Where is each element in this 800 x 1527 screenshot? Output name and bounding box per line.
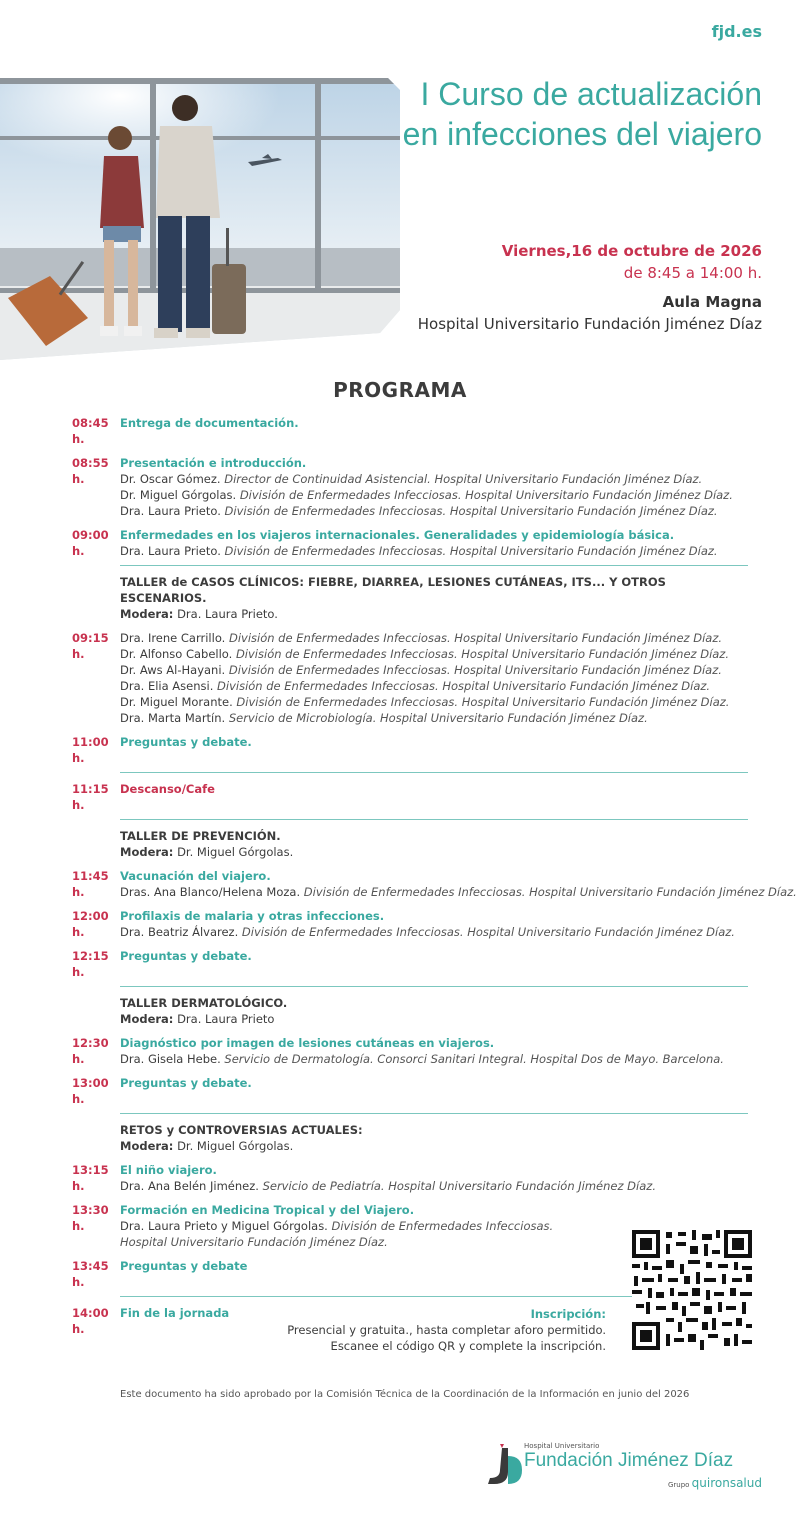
speaker-affiliation: División de Enfermedades Infecciosas. Hospital Universitario Fundación Jiménez Díaz. bbox=[236, 695, 730, 709]
speaker-affiliation: Servicio de Pediatría. Hospital Universitario Fundación Jiménez Díaz. bbox=[262, 1179, 656, 1193]
workshop-header bbox=[72, 828, 748, 860]
speaker-name: Dras. Ana Blanco/Helena Moza. bbox=[120, 885, 301, 899]
registration-info bbox=[287, 1306, 606, 1354]
program-list bbox=[72, 415, 797, 1337]
item-time: 13:00 h. bbox=[72, 1076, 109, 1106]
item-topic: Preguntas y debate. bbox=[120, 949, 252, 963]
moderator-name: Dra. Laura Prieto. bbox=[177, 607, 278, 621]
hospital-logo bbox=[482, 1440, 762, 1492]
moderator-name: Dra. Laura Prieto bbox=[177, 1012, 275, 1026]
speaker bbox=[120, 710, 748, 726]
logo-group-name: quironsalud bbox=[691, 1476, 762, 1490]
workshop-title: RETOS y CONTROVERSIAS ACTUALES: bbox=[120, 1123, 363, 1137]
speaker bbox=[120, 678, 748, 694]
item-time: 12:30 h. bbox=[72, 1036, 109, 1066]
event-time-line: de 8:45 a 14:00 h. bbox=[623, 264, 762, 282]
item-topic: Diagnóstico por imagen de lesiones cutáneas en viajeros. bbox=[120, 1036, 495, 1050]
item-time: 08:55 h. bbox=[72, 456, 109, 486]
moderator-label: Modera: bbox=[120, 1139, 174, 1153]
program-item bbox=[72, 630, 748, 726]
speaker bbox=[120, 662, 748, 678]
speaker bbox=[120, 694, 748, 710]
workshop-title: TALLER de CASOS CLÍNICOS: FIEBRE, DIARREA, LESIONES CUTÁNEAS, ITS... Y OTROS ESCENARIOS. bbox=[120, 575, 666, 605]
logo-name: Fundación Jiménez Díaz bbox=[524, 1450, 734, 1471]
fjd-logo-icon bbox=[482, 1444, 522, 1488]
logo-group-label: Grupo bbox=[667, 1481, 690, 1489]
moderator-label: Modera: bbox=[120, 607, 174, 621]
course-title: I Curso de actualización en infecciones del viajero bbox=[402, 76, 762, 152]
speaker-name: Dra. Laura Prieto. bbox=[120, 544, 221, 558]
speaker bbox=[120, 646, 748, 662]
speaker-name: Dr. Miguel Morante. bbox=[120, 695, 233, 709]
registration-line: Escanee el código QR y complete la inscripción. bbox=[330, 1339, 606, 1353]
speaker-affiliation: División de Enfermedades Infecciosas. Hospital Universitario Fundación Jiménez Díaz. bbox=[241, 925, 735, 939]
item-time: 09:00 h. bbox=[72, 528, 109, 558]
program-item bbox=[72, 734, 748, 766]
item-time: 13:30 h. bbox=[72, 1203, 109, 1233]
program-item bbox=[72, 415, 748, 447]
program-item bbox=[72, 781, 748, 813]
item-topic: Preguntas y debate. bbox=[120, 1076, 252, 1090]
speaker-affiliation: División de Enfermedades Infecciosas. Hospital Universitario Fundación Jiménez Díaz. bbox=[228, 663, 722, 677]
program-title: PROGRAMA bbox=[333, 378, 467, 402]
item-topic: El niño viajero. bbox=[120, 1163, 217, 1177]
item-topic: Fin de la jornada bbox=[120, 1306, 230, 1320]
item-topic: Entrega de documentación. bbox=[120, 416, 299, 430]
speaker-affiliation: División de Enfermedades Infecciosas. Hospital Universitario Fundación Jiménez Díaz. bbox=[228, 631, 723, 645]
item-time: 09:15 h. bbox=[72, 631, 109, 661]
item-topic: Descanso/Cafe bbox=[120, 782, 215, 796]
moderator-label: Modera: bbox=[120, 845, 174, 859]
item-topic: Presentación e introducción. bbox=[120, 456, 307, 470]
workshop-title: TALLER DERMATOLÓGICO. bbox=[120, 996, 288, 1010]
speaker-name: Dr. Miguel Górgolas. bbox=[120, 488, 237, 502]
site-url[interactable]: fjd.es bbox=[711, 22, 762, 41]
item-time: 12:15 h. bbox=[72, 949, 109, 979]
moderator bbox=[120, 1138, 748, 1154]
program-item bbox=[72, 1162, 748, 1194]
item-topic: Enfermedades en los viajeros internacionales. Generalidades y epidemiología básica. bbox=[120, 528, 675, 542]
item-time: 12:00 h. bbox=[72, 909, 109, 939]
speaker-affiliation: División de Enfermedades Infecciosas. Hospital Universitario Fundación Jiménez Díaz. bbox=[239, 488, 733, 502]
speaker bbox=[120, 1051, 748, 1067]
speaker-affiliation: División de Enfermedades Infecciosas. Hospital Universitario Fundación Jiménez Díaz. bbox=[217, 679, 711, 693]
speaker bbox=[120, 503, 748, 519]
speaker-name: Dr. Aws Al-Hayani. bbox=[120, 663, 226, 677]
speaker-affiliation: Director de Continuidad Asistencial. Hospital Universitario Fundación Jiménez Díaz. bbox=[224, 472, 703, 486]
speaker-affiliation: Hospital Universitario Fundación Jiménez Díaz. bbox=[120, 1235, 388, 1249]
speaker-name: Dra. Elia Asensi. bbox=[120, 679, 214, 693]
moderator-name: Dr. Miguel Górgolas. bbox=[177, 845, 294, 859]
moderator bbox=[120, 1011, 748, 1027]
speaker bbox=[120, 630, 748, 646]
speaker-affiliation: Servicio de Microbiología. Hospital Universitario Fundación Jiménez Díaz. bbox=[228, 711, 648, 725]
moderator-name: Dr. Miguel Górgolas. bbox=[177, 1139, 294, 1153]
speaker bbox=[120, 1178, 748, 1194]
item-topic: Profilaxis de malaria y otras infecciones. bbox=[120, 909, 385, 923]
workshop-header bbox=[72, 995, 748, 1027]
speaker-name: Dr. Oscar Gómez. bbox=[120, 472, 221, 486]
speaker-name: Dra. Irene Carrillo. bbox=[120, 631, 226, 645]
speaker bbox=[120, 924, 748, 940]
speaker-affiliation: División de Enfermedades Infecciosas. Hospital Universitario Fundación Jiménez Díaz. bbox=[235, 647, 729, 661]
registration-line: Presencial y gratuita., hasta completar aforo permitido. bbox=[287, 1323, 606, 1337]
qr-code-icon[interactable] bbox=[632, 1230, 752, 1350]
item-time: 13:45 h. bbox=[72, 1259, 109, 1289]
logo-small-text: Hospital Universitario bbox=[524, 1442, 600, 1450]
speaker bbox=[120, 487, 748, 503]
venue-place: Hospital Universitario Fundación Jiménez Díaz bbox=[417, 315, 762, 333]
item-topic: Preguntas y debate bbox=[120, 1259, 248, 1273]
item-topic: Formación en Medicina Tropical y del Viajero. bbox=[120, 1203, 415, 1217]
speaker-name: Dra. Laura Prieto. bbox=[120, 504, 221, 518]
speaker-name: Dr. Alfonso Cabello. bbox=[120, 647, 233, 661]
item-time: 14:00 h. bbox=[72, 1306, 109, 1336]
workshop-title: TALLER DE PREVENCIÓN. bbox=[120, 829, 281, 843]
speaker-affiliation: División de Enfermedades Infecciosas. Hospital Universitario Fundación Jiménez Díaz. bbox=[224, 504, 718, 518]
speaker-name: Dra. Gisela Hebe. bbox=[120, 1052, 221, 1066]
item-time: 13:15 h. bbox=[72, 1163, 109, 1193]
item-time: 11:00 h. bbox=[72, 735, 109, 765]
event-date-line: Viernes,16 de octubre de 2026 bbox=[501, 242, 762, 260]
event-venue bbox=[418, 291, 762, 335]
workshop-header bbox=[72, 574, 748, 622]
speaker-affiliation: División de Enfermedades Infecciosas. Hospital Universitario Fundación Jiménez Díaz. bbox=[224, 544, 718, 558]
speaker-name: Dra. Laura Prieto y Miguel Górgolas. bbox=[120, 1219, 328, 1233]
speaker-affiliation: Servicio de Dermatología. Consorci Sanitari Integral. Hospital Dos de Mayo. Barcelona. bbox=[224, 1052, 724, 1066]
program-item bbox=[72, 1035, 748, 1067]
item-time: 11:45 h. bbox=[72, 869, 109, 899]
workshop-header bbox=[72, 1122, 748, 1154]
event-date bbox=[502, 240, 762, 284]
item-time: 11:15 h. bbox=[72, 782, 109, 812]
program-item bbox=[72, 527, 748, 559]
item-topic: Preguntas y debate. bbox=[120, 735, 252, 749]
speaker-name: Dra. Ana Belén Jiménez. bbox=[120, 1179, 259, 1193]
speaker-affiliation: División de Enfermedades Infecciosas. Hospital Universitario Fundación Jiménez Díaz. bbox=[303, 885, 797, 899]
item-topic: Vacunación del viajero. bbox=[120, 869, 271, 883]
speaker bbox=[120, 471, 748, 487]
program-item bbox=[72, 455, 748, 519]
speaker-name: Dra. Marta Martín. bbox=[120, 711, 226, 725]
approval-note: Este documento ha sido aprobado por la Comisión Técnica de la Coordinación de la Información en junio del 2026 bbox=[120, 1389, 690, 1400]
program-item bbox=[72, 1075, 748, 1107]
item-time: 08:45 h. bbox=[72, 416, 109, 446]
program-item bbox=[72, 948, 748, 980]
program-item bbox=[72, 908, 748, 940]
program-item bbox=[72, 868, 797, 900]
hero-travellers-image bbox=[0, 78, 400, 360]
speaker-affiliation: División de Enfermedades Infecciosas. bbox=[331, 1219, 554, 1233]
moderator bbox=[120, 606, 748, 622]
speaker-name: Dra. Beatriz Álvarez. bbox=[120, 925, 239, 939]
speaker bbox=[120, 543, 748, 559]
moderator-label: Modera: bbox=[120, 1012, 174, 1026]
moderator bbox=[120, 844, 748, 860]
venue-room: Aula Magna bbox=[662, 293, 762, 311]
registration-heading: Inscripción: bbox=[530, 1307, 606, 1321]
speaker bbox=[120, 884, 797, 900]
logo-group bbox=[668, 1476, 762, 1490]
